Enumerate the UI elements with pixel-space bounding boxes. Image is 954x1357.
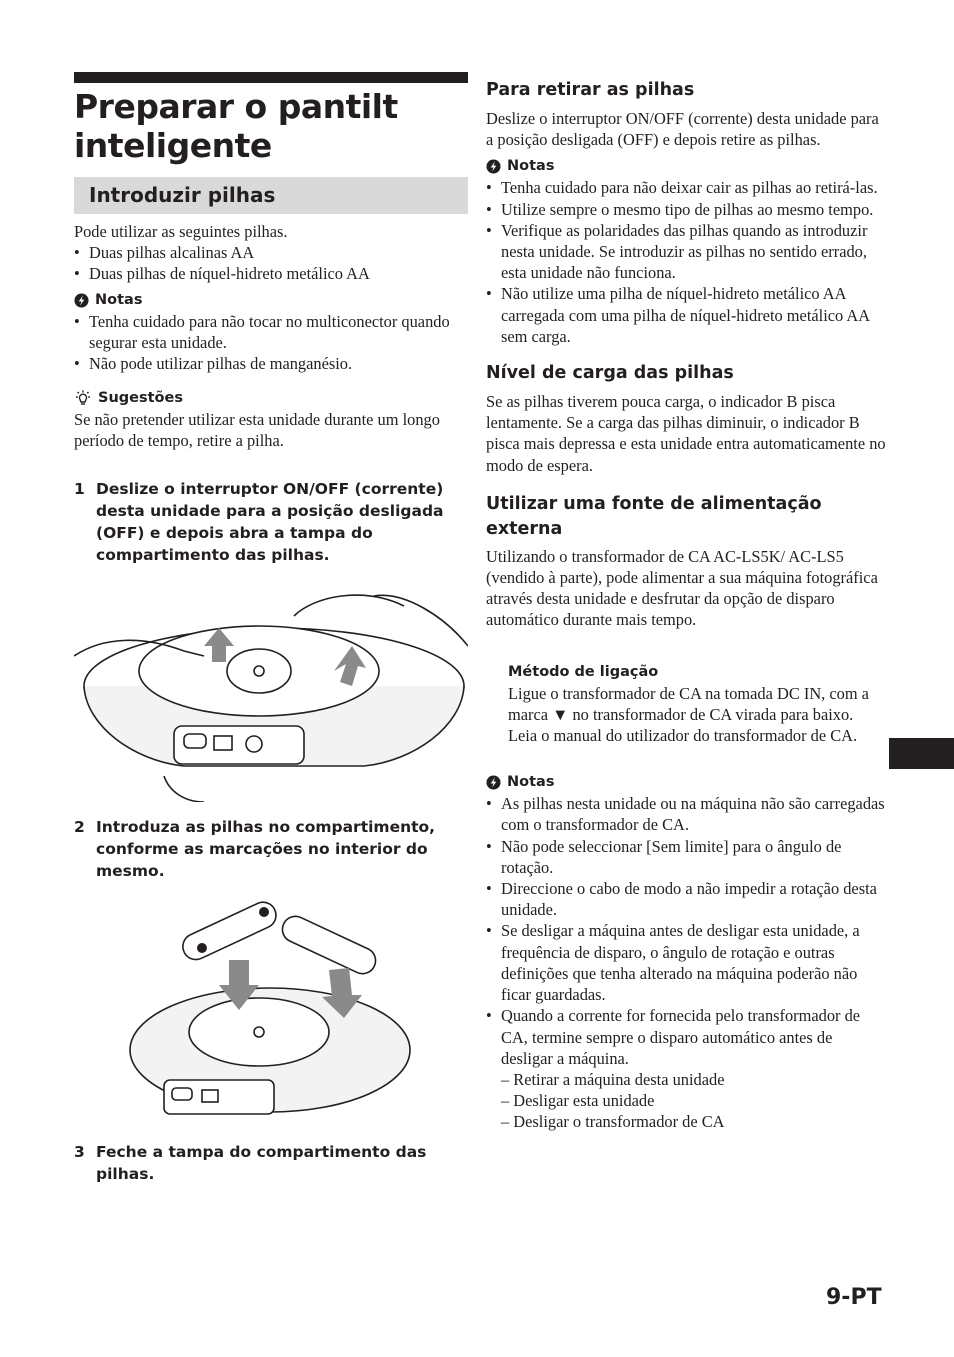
step-2 xyxy=(74,816,468,882)
connection-method-text: Ligue o transformador de CA na tomada DC IN, com a marca ▼ no transformador de CA virada para baixo. xyxy=(508,683,869,724)
step-3 xyxy=(74,1141,468,1185)
dash-list xyxy=(486,1069,886,1133)
battery-intro-block xyxy=(74,221,468,285)
battery-level-text: Se as pilhas tiverem pouca carga, o indicador B pisca lentamente. Se a carga das pilhas diminuir, o indicador B pisca mais depressa e esta unidade entra automaticamente no modo de espera. xyxy=(486,392,886,475)
tips-text: Se não pretender utilizar esta unidade durante um longo período de tempo, retire a pilha. xyxy=(74,410,440,451)
notes-label: Notas xyxy=(507,158,555,175)
list-item: • Tenha cuidado para não tocar no multiconector quando segurar esta unidade. xyxy=(74,311,468,353)
notes-label: Notas xyxy=(95,291,143,308)
page-title: Preparar o pantilt inteligente xyxy=(74,87,398,165)
connection-method-block xyxy=(486,662,886,747)
list-item: • Se desligar a máquina antes de desligar esta unidade, a frequência de disparo, o ângulo de rotação e outras definições que tenha alterado na máquina poderão não ficar guardadas. xyxy=(486,920,886,1005)
page-number: 9-PT xyxy=(826,1285,882,1310)
caution-icon xyxy=(74,293,89,308)
notes-list xyxy=(486,177,886,347)
notes-label: Notas xyxy=(507,774,555,791)
right-column xyxy=(486,78,886,1133)
connection-method-manual: Leia o manual do utilizador do transformador de CA. xyxy=(508,726,858,746)
list-item: • Tenha cuidado para não deixar cair as pilhas ao retirá-las. xyxy=(486,177,886,198)
section-header xyxy=(74,177,468,214)
step-number: 2 xyxy=(74,817,85,836)
title-rule xyxy=(74,72,468,83)
tips-label: Sugestões xyxy=(98,390,183,407)
battery-level-heading: Nível de carga das pilhas xyxy=(486,363,734,384)
step-text: Feche a tampa do compartimento das pilhas. xyxy=(96,1142,427,1183)
caution-icon xyxy=(486,159,501,174)
notes-heading xyxy=(486,772,886,793)
battery-types-list xyxy=(74,242,468,284)
list-item: – Desligar esta unidade xyxy=(501,1091,655,1111)
external-power-text: Utilizando o transformador de CA AC-LS5K/ AC-LS5 (vendido à parte), pode alimentar a sua máquina fotográfica através desta unidade e desfrutar da opção de disparo automático durante mais tempo. xyxy=(486,546,878,630)
list-item: • Não pode seleccionar [Sem limite] para o ângulo de rotação. xyxy=(486,836,886,878)
list-item: • Verifique as polaridades das pilhas quando as introduzir nesta unidade. Se introduzir as pilhas no sentido errado, esta unidade não funciona. xyxy=(486,220,886,284)
list-item: • Não utilize uma pilha de níquel-hidreto metálico AA carregada com uma pilha de níquel-hidreto metálico AA sem carga. xyxy=(486,283,886,347)
list-item: • Duas pilhas de níquel-hidreto metálico AA xyxy=(74,263,468,284)
external-power-heading: Utilizar uma fonte de alimentação externa xyxy=(486,493,822,539)
step-1 xyxy=(74,478,468,566)
lightbulb-icon xyxy=(74,390,92,408)
step-number: 3 xyxy=(74,1142,85,1161)
chapter-tab xyxy=(889,738,954,769)
step-text: Deslize o interruptor ON/OFF (corrente) desta unidade para a posição desligada (OFF) e depois abra a tampa do compartimento das pilhas. xyxy=(96,479,444,564)
caution-icon xyxy=(486,775,501,790)
list-item: • As pilhas nesta unidade ou na máquina não são carregadas com o transformador de CA. xyxy=(486,793,886,835)
connection-method-heading: Método de ligação xyxy=(508,663,659,680)
notes-heading xyxy=(486,156,886,177)
list-item: • Direccione o cabo de modo a não impedir a rotação desta unidade. xyxy=(486,878,886,920)
battery-intro: Pode utilizar as seguintes pilhas. xyxy=(74,222,288,241)
section-title: Introduzir pilhas xyxy=(89,183,276,207)
step-text: Introduza as pilhas no compartimento, conforme as marcações no interior do mesmo. xyxy=(96,817,436,880)
list-item: • Não pode utilizar pilhas de manganésio. xyxy=(74,353,468,374)
tips-heading xyxy=(74,388,468,409)
step-number: 1 xyxy=(74,479,85,498)
illustration-insert-batteries xyxy=(74,900,468,1125)
list-item: • Duas pilhas alcalinas AA xyxy=(74,242,468,263)
list-item: • Quando a corrente for fornecida pelo transformador de CA, termine sempre o disparo automático antes de desligar a máquina. xyxy=(486,1005,886,1069)
remove-heading: Para retirar as pilhas xyxy=(486,80,695,100)
notes-heading xyxy=(74,290,468,311)
notes-list xyxy=(486,793,886,1069)
notes-list xyxy=(74,311,468,375)
left-column xyxy=(74,72,468,1185)
list-item: – Retirar a máquina desta unidade xyxy=(501,1069,725,1089)
list-item: • Utilize sempre o mesmo tipo de pilhas ao mesmo tempo. xyxy=(486,199,886,220)
list-item: – Desligar o transformador de CA xyxy=(501,1112,725,1132)
remove-text: Deslize o interruptor ON/OFF (corrente) desta unidade para a posição desligada (OFF) e depois retire as pilhas. xyxy=(486,109,879,150)
illustration-open-cover xyxy=(74,576,468,802)
